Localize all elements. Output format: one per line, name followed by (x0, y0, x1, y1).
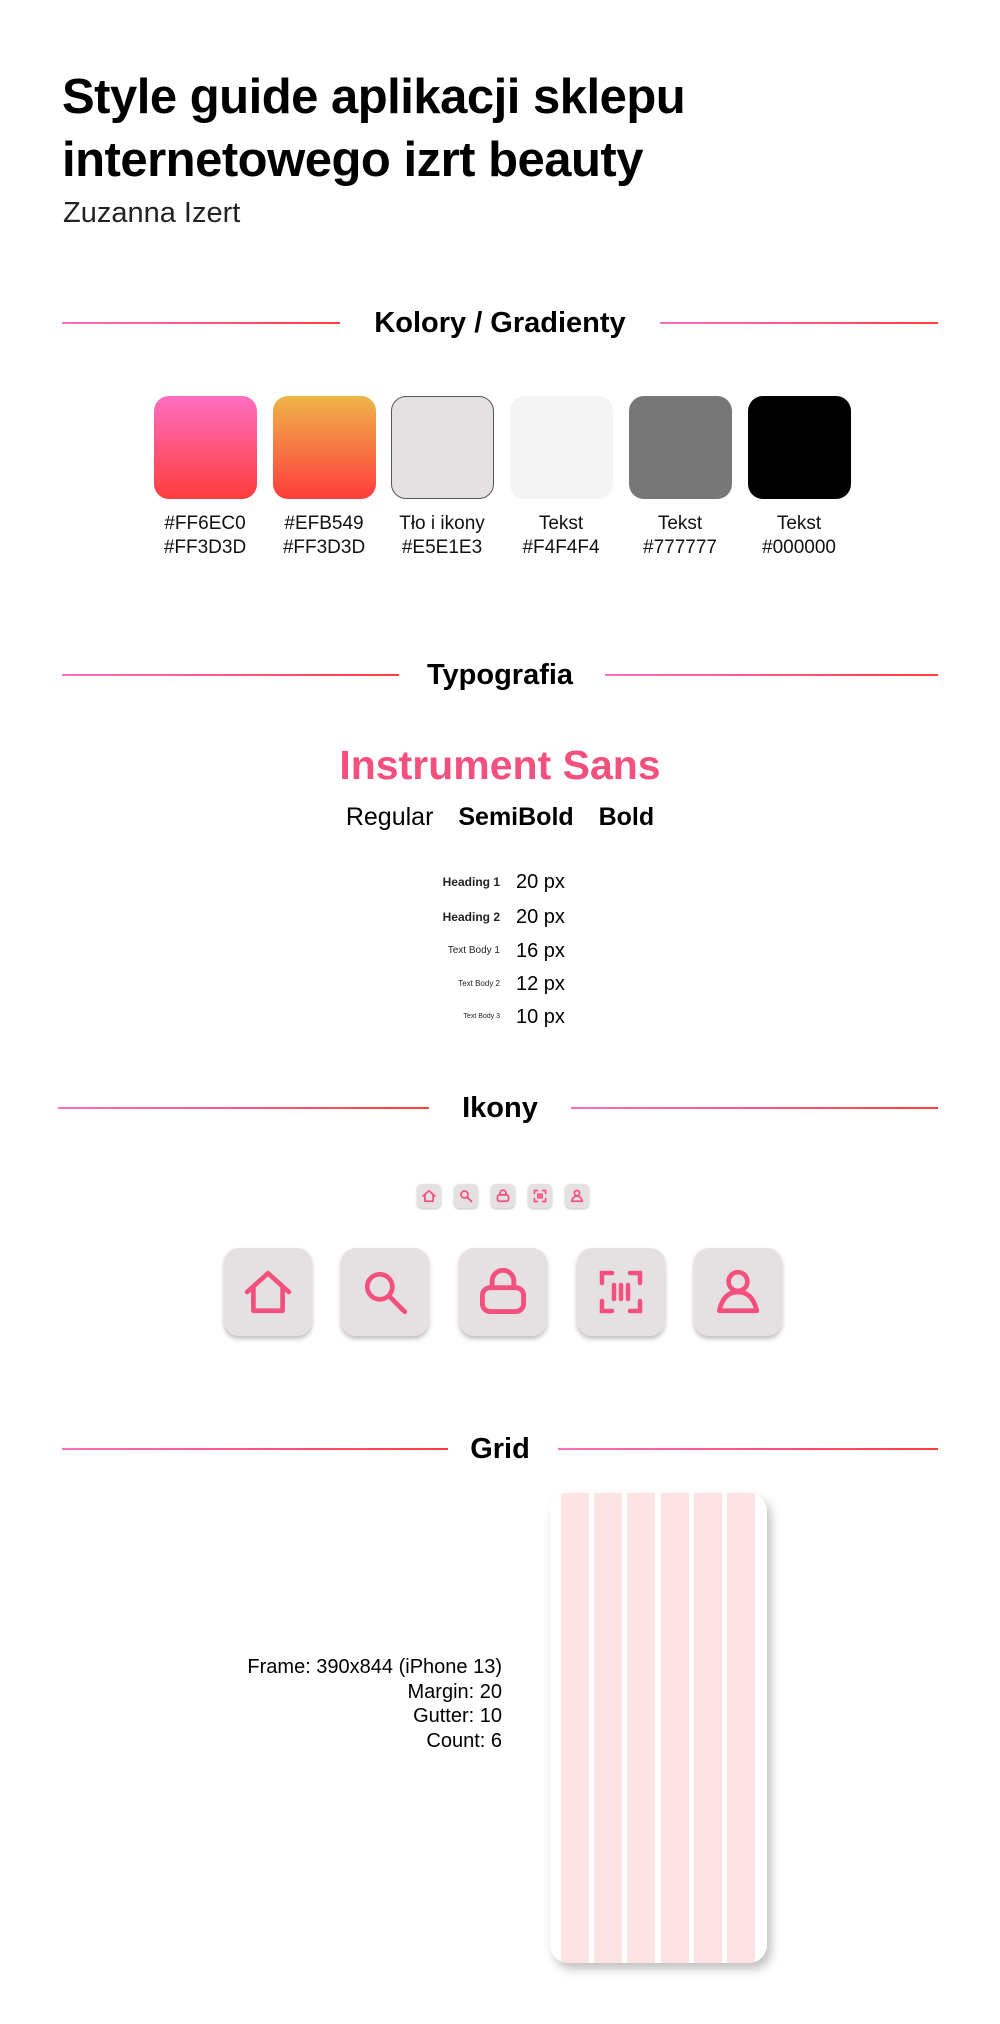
type-scale-row (380, 904, 680, 934)
weight-regular: Regular (345, 803, 434, 831)
weight-bold: Bold (598, 803, 655, 831)
swatch-label (729, 512, 869, 560)
swatch-label-line: Tekst (776, 513, 822, 534)
grid-column (594, 1493, 622, 1963)
profile-icon (570, 1189, 584, 1203)
font-family-name: Instrument Sans (339, 742, 661, 788)
profile-icon-small[interactable] (565, 1184, 589, 1208)
type-scale-name: Text Body 3 (463, 1013, 500, 1020)
grid-column (627, 1493, 655, 1963)
section-title-typography: Typografia (426, 659, 574, 691)
type-scale-size: 10 px (516, 1006, 565, 1028)
basket-icon (496, 1189, 510, 1203)
swatch-label-line: #000000 (762, 537, 836, 558)
section-title-colors: Kolory / Gradienty (374, 307, 626, 339)
home-icon (422, 1189, 436, 1203)
type-scale-row (380, 938, 680, 968)
title-line-1: Style guide aplikacji sklepu (62, 70, 686, 124)
divider-right (558, 1448, 938, 1450)
section-header-grid (0, 1429, 1000, 1469)
divider-right (571, 1107, 938, 1109)
search-icon-button[interactable] (341, 1248, 429, 1336)
swatch-label-line: #FF6EC0 (164, 513, 246, 534)
type-scale-size: 12 px (516, 973, 565, 995)
grid-count: Count: 6 (426, 1729, 502, 1752)
color-swatch-pink-gradient (154, 396, 257, 499)
profile-icon-button[interactable] (694, 1248, 782, 1336)
color-swatch-gray-text (629, 396, 732, 499)
grid-column (661, 1493, 689, 1963)
font-weights (0, 803, 1000, 832)
swatch-label-line: #E5E1E3 (401, 537, 483, 558)
swatch-label-line: #FF3D3D (163, 537, 247, 558)
grid-column (561, 1493, 589, 1963)
phone-frame-grid-preview (550, 1493, 767, 1963)
search-icon (360, 1267, 410, 1317)
home-icon-small[interactable] (417, 1184, 441, 1208)
page-title (62, 66, 962, 192)
section-title-grid: Grid (470, 1433, 530, 1465)
grid-margin: Margin: 20 (407, 1680, 502, 1703)
color-swatch-background (391, 396, 494, 499)
type-scale-size: 16 px (516, 940, 565, 962)
type-scale-row (380, 971, 680, 1001)
swatch-label-line: #EFB549 (284, 513, 364, 534)
grid-column (727, 1493, 755, 1963)
title-line-2: internetowego izrt beauty (62, 133, 644, 187)
basket-icon (477, 1266, 529, 1318)
grid-specs (247, 1655, 502, 1753)
section-header-colors (0, 303, 1000, 343)
swatch-label-line: Tło i ikony (399, 513, 485, 534)
search-icon-small[interactable] (454, 1184, 478, 1208)
section-header-typography (0, 655, 1000, 695)
type-scale-name: Text Body 2 (458, 979, 500, 988)
swatch-label-line: #F4F4F4 (522, 537, 600, 558)
swatch-label-line: #FF3D3D (282, 537, 366, 558)
author-name: Zuzanna Izert (63, 197, 241, 229)
type-scale-name: Heading 2 (442, 910, 500, 924)
divider-right (605, 674, 938, 676)
swatch-label-line: Tekst (657, 513, 703, 534)
scan-icon-small[interactable] (528, 1184, 552, 1208)
home-icon-button[interactable] (224, 1248, 312, 1336)
basket-icon-small[interactable] (491, 1184, 515, 1208)
section-header-icons (0, 1088, 1000, 1128)
type-scale-name: Heading 1 (442, 875, 500, 889)
basket-icon-button[interactable] (459, 1248, 547, 1336)
type-scale-row (380, 869, 680, 899)
type-scale-row (380, 1004, 680, 1034)
weight-semibold: SemiBold (458, 803, 574, 831)
color-swatch-light-text (510, 396, 613, 499)
profile-icon (713, 1267, 763, 1317)
divider-right (660, 322, 938, 324)
scan-icon (533, 1189, 547, 1203)
grid-column (694, 1493, 722, 1963)
search-icon (459, 1189, 473, 1203)
swatch-label-line: #777777 (643, 537, 717, 558)
color-swatch-black-text (748, 396, 851, 499)
type-scale-name: Text Body 1 (447, 945, 500, 956)
type-scale-size: 20 px (516, 871, 565, 893)
scan-icon (597, 1268, 645, 1316)
grid-frame: Frame: 390x844 (iPhone 13) (247, 1656, 502, 1678)
color-swatch-orange-gradient (273, 396, 376, 499)
grid-gutter: Gutter: 10 (413, 1705, 502, 1727)
type-scale-size: 20 px (516, 906, 565, 928)
section-title-icons: Ikony (462, 1092, 538, 1124)
scan-icon-button[interactable] (577, 1248, 665, 1336)
home-icon (243, 1267, 293, 1317)
swatch-label-line: Tekst (538, 513, 584, 534)
